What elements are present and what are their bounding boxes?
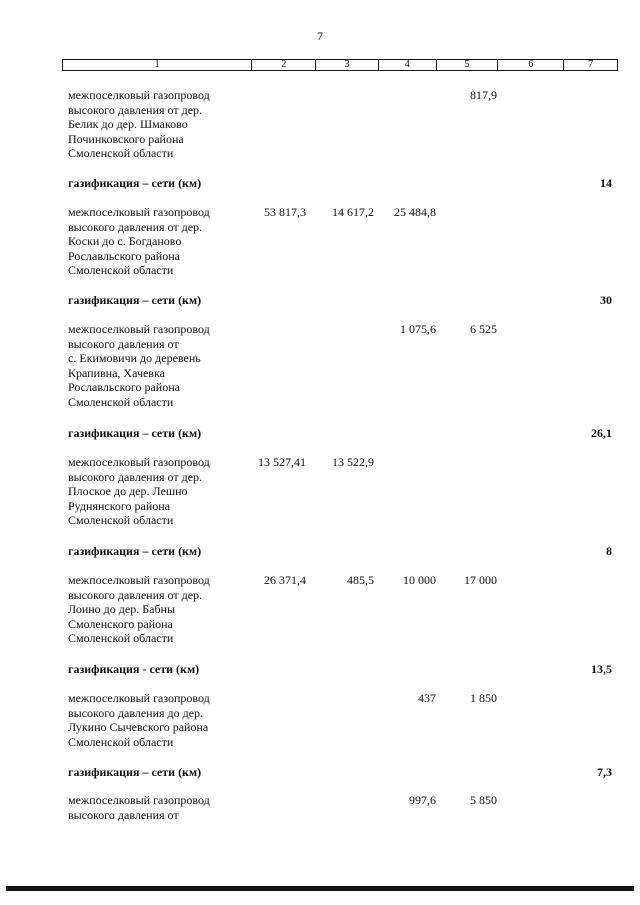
column-header: 1	[154, 59, 160, 70]
value-col-4: 437	[418, 691, 436, 705]
value-col-2: 26 371,4	[264, 573, 306, 587]
category-value: 30	[600, 293, 612, 307]
column-header: 7	[563, 60, 617, 70]
project-description: межпоселковый газопровод высокого давления от дер. Белик до дер. Шмаково Починковского района Смоленской области	[68, 88, 210, 161]
project-description: межпоселковый газопровод высокого давления от дер. Коски до с. Богданово Рославльского района Смоленской области	[68, 205, 210, 278]
project-description: межпоселковый газопровод высокого давления от	[68, 793, 210, 822]
column-header: 4	[378, 60, 436, 70]
value-col-3: 485,5	[347, 573, 374, 587]
category-label: газификация – сети (км)	[68, 765, 202, 779]
category-label: газификация – сети (км)	[68, 176, 202, 190]
category-value: 13,5	[591, 662, 612, 676]
project-description: межпоселковый газопровод высокого давления от дер. Лоино до дер. Бабны Смоленского района Смоленской области	[68, 573, 210, 646]
category-value: 26,1	[591, 426, 612, 440]
value-col-4: 25 484,8	[394, 205, 436, 219]
value-col-3: 13 522,9	[332, 455, 374, 469]
value-col-2: 13 527,41	[258, 455, 306, 469]
value-col-5: 17 000	[464, 573, 497, 587]
column-header: 3	[315, 60, 378, 70]
page-number: 7	[317, 29, 323, 43]
category-label: газификация – сети (км)	[68, 293, 202, 307]
value-col-4: 10 000	[403, 573, 436, 587]
category-value: 14	[600, 176, 612, 190]
category-value: 8	[606, 544, 612, 558]
column-header-row	[62, 59, 618, 71]
value-col-5: 6 525	[470, 322, 497, 336]
project-description: межпоселковый газопровод высокого давления от дер. Плоское до дер. Лешно Руднянского района Смоленской области	[68, 455, 210, 528]
value-col-4: 1 075,6	[400, 322, 436, 336]
value-col-5: 1 850	[470, 691, 497, 705]
category-label: газификация - сети (км)	[68, 662, 200, 676]
bottom-rule	[6, 886, 634, 891]
project-description: межпоселковый газопровод высокого давления от с. Екимовичи до деревень Крапивна, Хачевка Рославльского района Смоленской области	[68, 322, 210, 409]
value-col-3: 14 617,2	[332, 205, 374, 219]
value-col-4: 997,6	[409, 793, 436, 807]
project-description: межпоселковый газопровод высокого давления до дер. Лукино Сычевского района Смоленской области	[68, 691, 210, 749]
category-label: газификация – сети (км)	[68, 544, 202, 558]
value-col-2: 53 817,3	[264, 205, 306, 219]
value-col-5: 817,9	[470, 88, 497, 102]
column-header: 2	[251, 60, 315, 70]
category-label: газификация – сети (км)	[68, 426, 202, 440]
column-header: 5	[436, 60, 498, 70]
value-col-5: 5 850	[470, 793, 497, 807]
category-value: 7,3	[597, 765, 612, 779]
column-header: 6	[497, 60, 563, 70]
